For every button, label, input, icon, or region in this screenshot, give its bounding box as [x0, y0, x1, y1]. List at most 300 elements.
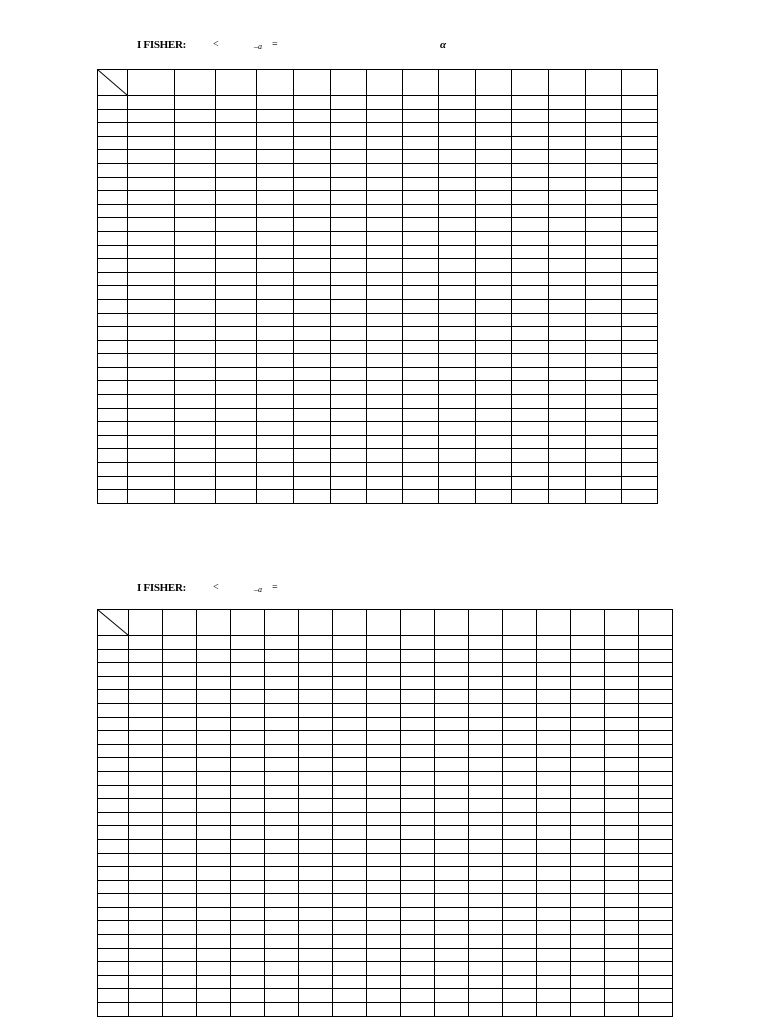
table-cell — [265, 867, 299, 881]
table-cell — [476, 381, 512, 395]
table-cell — [469, 771, 503, 785]
table-cell — [439, 408, 476, 422]
table-cell — [128, 259, 175, 273]
table-cell — [622, 286, 658, 300]
table-cell — [299, 703, 333, 717]
table-cell — [333, 663, 367, 677]
table-cell — [331, 367, 367, 381]
table-cell — [294, 204, 331, 218]
table-row — [98, 395, 658, 409]
table-cell — [331, 191, 367, 205]
table-cell — [537, 812, 571, 826]
table-cell — [367, 272, 403, 286]
table-cell — [639, 1003, 673, 1017]
header-cell — [549, 70, 586, 96]
table-cell — [537, 921, 571, 935]
table-cell — [549, 299, 586, 313]
header-cell — [403, 70, 439, 96]
table-cell — [476, 299, 512, 313]
table-cell — [257, 231, 294, 245]
table-cell — [401, 975, 435, 989]
table-cell — [537, 771, 571, 785]
table-cell — [401, 717, 435, 731]
table-row — [98, 690, 673, 704]
table-cell — [469, 758, 503, 772]
row-label-cell — [98, 96, 128, 110]
table-cell — [435, 867, 469, 881]
corner-cell — [98, 610, 129, 636]
table-cell — [163, 785, 197, 799]
table-cell — [439, 313, 476, 327]
table-cell — [331, 231, 367, 245]
table-cell — [367, 204, 403, 218]
table-cell — [586, 177, 622, 191]
row-label-cell — [98, 771, 129, 785]
table-cell — [265, 649, 299, 663]
row-label-cell — [98, 299, 128, 313]
table-cell — [435, 636, 469, 650]
table-cell — [401, 962, 435, 976]
table-cell — [476, 354, 512, 368]
table-cell — [537, 826, 571, 840]
table-cell — [333, 921, 367, 935]
table2-heading — [0, 581, 768, 595]
table-cell — [265, 935, 299, 949]
table-cell — [231, 826, 265, 840]
table-cell — [231, 853, 265, 867]
table-cell — [622, 340, 658, 354]
table-cell — [439, 204, 476, 218]
table-cell — [265, 839, 299, 853]
table-cell — [469, 799, 503, 813]
table-cell — [622, 177, 658, 191]
table-cell — [571, 663, 605, 677]
table-cell — [231, 894, 265, 908]
table-cell — [605, 717, 639, 731]
table-cell — [435, 975, 469, 989]
table-cell — [163, 894, 197, 908]
table-cell — [197, 771, 231, 785]
table-cell — [128, 136, 175, 150]
table-cell — [257, 299, 294, 313]
table-cell — [439, 163, 476, 177]
table-cell — [512, 490, 549, 504]
table-cell — [231, 1003, 265, 1017]
table-cell — [571, 935, 605, 949]
table-cell — [163, 867, 197, 881]
table-cell — [163, 703, 197, 717]
header-cell — [512, 70, 549, 96]
table-cell — [435, 880, 469, 894]
table-cell — [175, 299, 216, 313]
table-cell — [469, 867, 503, 881]
table-cell — [216, 136, 257, 150]
row-label-cell — [98, 690, 129, 704]
table-cell — [128, 299, 175, 313]
table-cell — [439, 367, 476, 381]
table-cell — [128, 272, 175, 286]
table-cell — [622, 327, 658, 341]
table-cell — [294, 163, 331, 177]
table-cell — [367, 703, 401, 717]
table-cell — [294, 272, 331, 286]
table-cell — [403, 463, 439, 477]
table-cell — [512, 191, 549, 205]
table-cell — [639, 799, 673, 813]
table-cell — [476, 463, 512, 477]
table-cell — [401, 894, 435, 908]
header-cell — [476, 70, 512, 96]
table-cell — [401, 649, 435, 663]
table2-grid — [97, 609, 673, 1017]
table-cell — [367, 744, 401, 758]
table-cell — [367, 690, 401, 704]
table-row — [98, 744, 673, 758]
table-cell — [403, 163, 439, 177]
table-cell — [622, 449, 658, 463]
table-cell — [216, 340, 257, 354]
table-cell — [435, 771, 469, 785]
table-cell — [175, 96, 216, 110]
table-cell — [439, 109, 476, 123]
table-cell — [586, 218, 622, 232]
table-cell — [639, 880, 673, 894]
table-cell — [571, 649, 605, 663]
table-cell — [265, 744, 299, 758]
table-cell — [367, 231, 403, 245]
table-row — [98, 921, 673, 935]
table-cell — [401, 758, 435, 772]
table-cell — [299, 826, 333, 840]
table-cell — [294, 327, 331, 341]
table-cell — [622, 299, 658, 313]
table-cell — [128, 96, 175, 110]
table-cell — [586, 490, 622, 504]
table-cell — [435, 785, 469, 799]
table-cell — [537, 975, 571, 989]
table-cell — [299, 663, 333, 677]
row-label-cell — [98, 894, 129, 908]
table-cell — [175, 123, 216, 137]
table-cell — [294, 136, 331, 150]
table-cell — [586, 422, 622, 436]
table-cell — [216, 218, 257, 232]
table-cell — [231, 799, 265, 813]
table-cell — [333, 935, 367, 949]
table-cell — [216, 395, 257, 409]
table-cell — [367, 259, 403, 273]
table-cell — [439, 449, 476, 463]
table-row — [98, 177, 658, 191]
table-cell — [435, 676, 469, 690]
table-cell — [435, 1003, 469, 1017]
table-cell — [476, 286, 512, 300]
table-cell — [197, 717, 231, 731]
table-cell — [265, 663, 299, 677]
table-cell — [605, 907, 639, 921]
table-cell — [294, 449, 331, 463]
table-cell — [571, 853, 605, 867]
table-cell — [257, 96, 294, 110]
table-cell — [299, 880, 333, 894]
table-cell — [163, 799, 197, 813]
table-cell — [128, 313, 175, 327]
table-cell — [175, 150, 216, 164]
row-label-cell — [98, 286, 128, 300]
row-label-cell — [98, 123, 128, 137]
table-cell — [403, 191, 439, 205]
table-cell — [197, 785, 231, 799]
table-cell — [586, 408, 622, 422]
table-cell — [476, 408, 512, 422]
table-cell — [299, 1003, 333, 1017]
table-cell — [333, 717, 367, 731]
table-cell — [367, 136, 403, 150]
table-cell — [333, 812, 367, 826]
table-cell — [128, 109, 175, 123]
table-cell — [367, 636, 401, 650]
table-cell — [622, 218, 658, 232]
table-cell — [549, 476, 586, 490]
table1-alpha: α — [440, 39, 447, 51]
table-cell — [129, 894, 163, 908]
table-cell — [163, 771, 197, 785]
table-cell — [537, 649, 571, 663]
table-cell — [469, 853, 503, 867]
table-row — [98, 962, 673, 976]
table-cell — [128, 381, 175, 395]
table-cell — [331, 313, 367, 327]
table2-equals: = — [272, 582, 278, 593]
table-cell — [128, 218, 175, 232]
table-cell — [401, 907, 435, 921]
table-cell — [512, 272, 549, 286]
table-cell — [197, 826, 231, 840]
table-cell — [163, 663, 197, 677]
table-cell — [622, 204, 658, 218]
table-cell — [571, 989, 605, 1003]
table-cell — [622, 245, 658, 259]
table-cell — [331, 476, 367, 490]
table-cell — [476, 204, 512, 218]
table-cell — [231, 989, 265, 1003]
header-cell — [537, 610, 571, 636]
header-row — [98, 70, 658, 96]
table-cell — [622, 490, 658, 504]
table-row — [98, 245, 658, 259]
table-cell — [571, 799, 605, 813]
row-label-cell — [98, 758, 129, 772]
table-cell — [128, 449, 175, 463]
row-label-cell — [98, 907, 129, 921]
table-cell — [331, 395, 367, 409]
table-row — [98, 381, 658, 395]
table-row — [98, 894, 673, 908]
table-cell — [586, 367, 622, 381]
table-cell — [331, 435, 367, 449]
table-cell — [265, 771, 299, 785]
table-cell — [401, 935, 435, 949]
table-cell — [549, 259, 586, 273]
table-cell — [503, 771, 537, 785]
table-cell — [537, 703, 571, 717]
table-cell — [216, 354, 257, 368]
table-row — [98, 463, 658, 477]
header-cell — [175, 70, 216, 96]
table-cell — [128, 490, 175, 504]
table-row — [98, 853, 673, 867]
table-cell — [294, 218, 331, 232]
table-cell — [622, 381, 658, 395]
table-cell — [469, 717, 503, 731]
table-cell — [128, 435, 175, 449]
table-cell — [512, 204, 549, 218]
table-cell — [128, 204, 175, 218]
table-cell — [299, 717, 333, 731]
table-cell — [367, 490, 403, 504]
table-cell — [367, 395, 403, 409]
table-cell — [299, 839, 333, 853]
table-cell — [257, 476, 294, 490]
table-cell — [197, 1003, 231, 1017]
table-cell — [333, 703, 367, 717]
table-cell — [257, 136, 294, 150]
table-cell — [469, 880, 503, 894]
table-cell — [403, 150, 439, 164]
table-cell — [439, 259, 476, 273]
row-label-cell — [98, 191, 128, 205]
table-cell — [469, 948, 503, 962]
table-cell — [163, 962, 197, 976]
table-row — [98, 449, 658, 463]
table-cell — [197, 867, 231, 881]
table-cell — [503, 907, 537, 921]
table-cell — [331, 299, 367, 313]
table-cell — [476, 259, 512, 273]
table-cell — [476, 449, 512, 463]
table-row — [98, 136, 658, 150]
table-cell — [403, 490, 439, 504]
table-cell — [294, 367, 331, 381]
table-cell — [512, 449, 549, 463]
table-cell — [512, 136, 549, 150]
table-cell — [571, 975, 605, 989]
table-cell — [299, 690, 333, 704]
table-cell — [216, 490, 257, 504]
table-cell — [265, 1003, 299, 1017]
table-cell — [401, 867, 435, 881]
table-cell — [537, 989, 571, 1003]
table-cell — [586, 449, 622, 463]
row-label-cell — [98, 826, 129, 840]
table-cell — [299, 636, 333, 650]
table-cell — [129, 758, 163, 772]
table-cell — [435, 853, 469, 867]
table-cell — [512, 327, 549, 341]
table-cell — [403, 245, 439, 259]
table-cell — [367, 853, 401, 867]
table-cell — [512, 367, 549, 381]
header-cell — [639, 610, 673, 636]
table-cell — [129, 690, 163, 704]
header-cell — [216, 70, 257, 96]
table-cell — [197, 758, 231, 772]
table-cell — [586, 123, 622, 137]
table-cell — [294, 354, 331, 368]
table-cell — [476, 177, 512, 191]
table-row — [98, 989, 673, 1003]
table-cell — [622, 231, 658, 245]
table-cell — [257, 422, 294, 436]
table-cell — [331, 340, 367, 354]
table-cell — [331, 245, 367, 259]
table-cell — [586, 163, 622, 177]
table-cell — [439, 231, 476, 245]
table-cell — [639, 989, 673, 1003]
table-cell — [537, 880, 571, 894]
table-row — [98, 839, 673, 853]
header-cell — [435, 610, 469, 636]
table-cell — [476, 367, 512, 381]
table-cell — [257, 435, 294, 449]
table-cell — [512, 286, 549, 300]
table-cell — [469, 839, 503, 853]
table-cell — [257, 245, 294, 259]
table-cell — [622, 354, 658, 368]
table-cell — [367, 663, 401, 677]
table-cell — [367, 649, 401, 663]
table-cell — [294, 150, 331, 164]
table-cell — [549, 218, 586, 232]
table-cell — [403, 231, 439, 245]
table-cell — [537, 948, 571, 962]
table-cell — [129, 989, 163, 1003]
table-cell — [571, 907, 605, 921]
table-cell — [231, 975, 265, 989]
table-cell — [216, 408, 257, 422]
table-row — [98, 799, 673, 813]
table-cell — [512, 463, 549, 477]
table-cell — [216, 177, 257, 191]
row-label-cell — [98, 354, 128, 368]
table-cell — [367, 340, 403, 354]
table-cell — [367, 96, 403, 110]
table-cell — [265, 921, 299, 935]
table-cell — [367, 245, 403, 259]
table-cell — [549, 191, 586, 205]
table-cell — [571, 948, 605, 962]
table-cell — [231, 744, 265, 758]
table-cell — [231, 812, 265, 826]
table-cell — [231, 636, 265, 650]
table-cell — [639, 812, 673, 826]
row-label-cell — [98, 136, 128, 150]
table-cell — [367, 839, 401, 853]
table-row — [98, 259, 658, 273]
table-cell — [439, 395, 476, 409]
table-cell — [163, 649, 197, 663]
table-cell — [333, 676, 367, 690]
table-cell — [257, 123, 294, 137]
table-cell — [175, 381, 216, 395]
table-cell — [197, 812, 231, 826]
table-cell — [537, 663, 571, 677]
table-cell — [257, 150, 294, 164]
table-cell — [216, 449, 257, 463]
table-cell — [512, 408, 549, 422]
table-row — [98, 367, 658, 381]
table-cell — [231, 663, 265, 677]
